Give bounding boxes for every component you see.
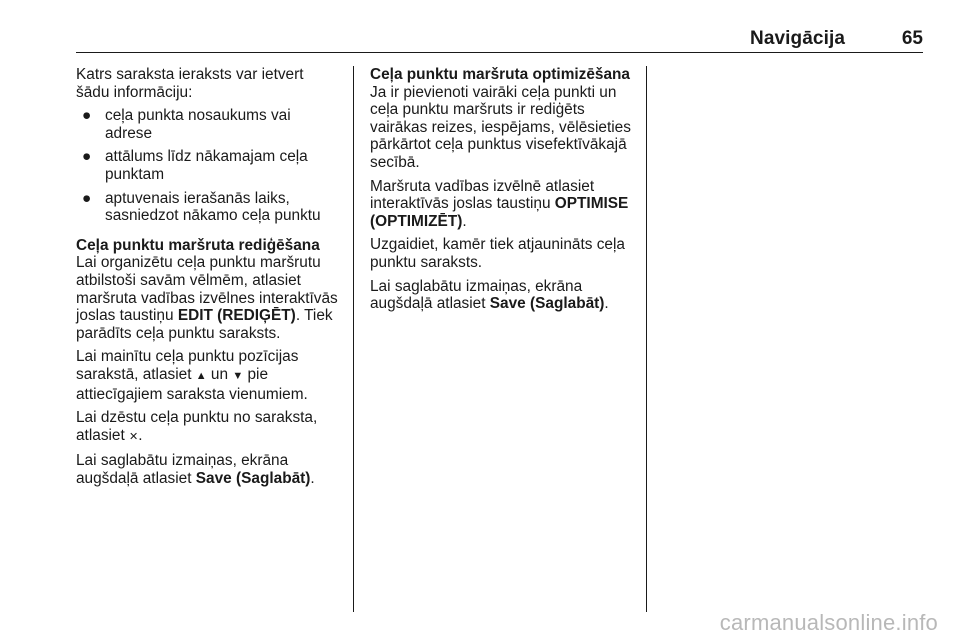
page-header	[76, 28, 923, 53]
save-button-label: Save (Saglabāt)	[195, 469, 311, 487]
list-item	[76, 148, 338, 183]
left-column	[76, 66, 338, 493]
text-span: .	[604, 295, 609, 313]
text-span: Lai dzēstu ceļa punktu no saraksta, atlasiet	[76, 409, 318, 444]
text-span: . Tiek parādīts ceļa punktu saraksts.	[76, 307, 333, 342]
save-button-label: Save (Saglabāt)	[489, 295, 605, 313]
close-icon: ✕	[129, 430, 139, 443]
bullet-icon: ●	[82, 189, 92, 207]
column-divider-right	[646, 66, 647, 612]
text-span: Lai saglabātu izmaiņas, ekrāna augšdaļā atlasiet	[76, 452, 289, 487]
text-span: Lai mainītu ceļa punktu pozīcijas sarakstā, atlasiet	[76, 348, 299, 383]
page-title: Navigācija	[750, 28, 845, 49]
optimise-button-label: OPTIMISE (OPTIMIZĒT)	[370, 195, 629, 230]
list-item-text: attālums līdz nākamajam ceļa punktam	[105, 148, 308, 183]
save-paragraph	[76, 452, 338, 487]
section-heading-optimise: Ceļa punktu maršruta optimizēšana	[370, 66, 630, 83]
text-span: Lai saglabātu izmaiņas, ekrāna augšdaļā atlasiet	[370, 277, 583, 313]
edit-paragraph	[76, 254, 338, 342]
column-divider-left	[353, 66, 354, 612]
watermark: carmanualsonline.info	[719, 610, 938, 635]
optimise-paragraph	[370, 178, 638, 231]
bullet-icon: ●	[82, 107, 92, 125]
intro-paragraph: Katrs saraksta ieraksts var ietvert šādu informāciju:	[76, 66, 304, 101]
list-item-text: aptuvenais ierašanās laiks, sasniedzot nākamo ceļa punktu	[105, 189, 321, 225]
text-span: .	[138, 426, 143, 444]
delete-paragraph	[76, 409, 338, 446]
optimise-intro-paragraph: Ja ir pievienoti vairāki ceļa punkti un ceļa punktu maršruts ir rediģēts vairākas reizes, iespējams, vēlēsieties pārkārtot ceļa punktus visefektīvākajā secībā.	[370, 83, 631, 171]
list-item	[76, 107, 338, 142]
arrow-up-icon: ▲	[195, 369, 207, 382]
bullet-icon: ●	[82, 148, 92, 166]
text-span: un	[206, 365, 233, 383]
text-span: .	[310, 469, 315, 487]
reorder-paragraph	[76, 348, 338, 403]
text-span: pie attiecīgajiem saraksta vienumiem.	[76, 365, 308, 403]
info-bullet-list	[76, 107, 338, 225]
save-paragraph	[370, 278, 638, 313]
edit-button-label: EDIT (REDIĢĒT)	[177, 307, 296, 325]
wait-paragraph: Uzgaidiet, kamēr tiek atjaunināts ceļa punktu saraksts.	[370, 236, 625, 271]
page-number: 65	[901, 28, 923, 49]
text-span: .	[462, 212, 467, 230]
list-item-text: ceļa punkta nosaukums vai adrese	[105, 107, 291, 142]
text-span: Maršruta vadības izvēlnē atlasiet interaktīvās joslas taustiņu	[370, 177, 595, 213]
section-heading-edit: Ceļa punktu maršruta rediģēšana	[76, 236, 320, 254]
list-item	[76, 190, 338, 225]
right-column	[370, 66, 638, 319]
arrow-down-icon: ▼	[232, 369, 244, 382]
text-span: Lai organizētu ceļa punktu maršrutu atbilstoši savām vēlmēm, atlasiet maršruta vadības izvēlnes interaktīvās joslas taustiņu	[76, 254, 338, 325]
